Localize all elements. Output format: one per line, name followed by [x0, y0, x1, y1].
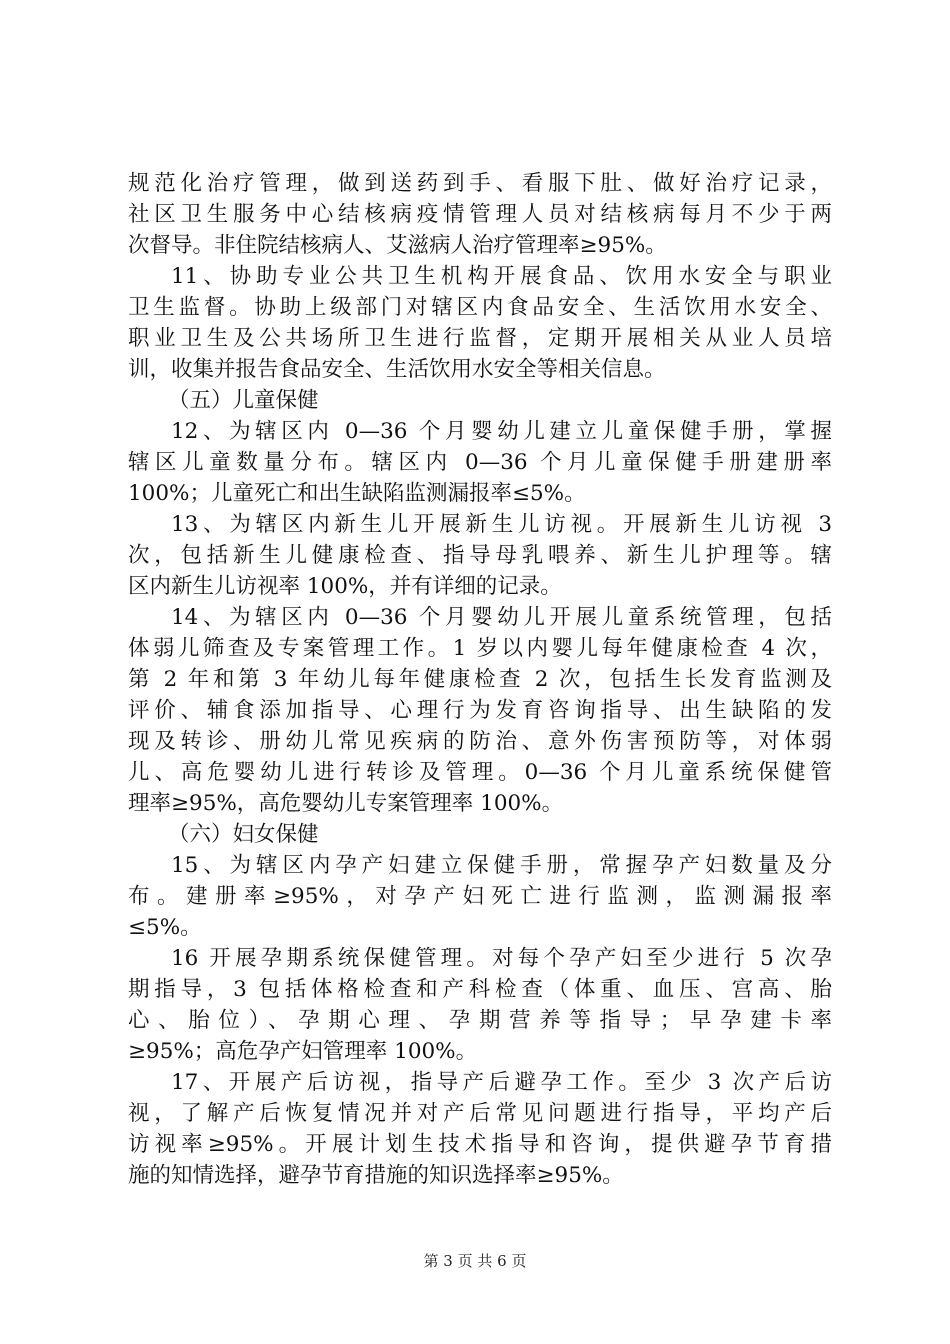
text-line: 期指导，3 包括体格检查和产科检查（体重、血压、宫高、胎	[128, 977, 832, 1002]
text-line: 社区卫生服务中心结核病疫情管理人员对结核病每月不少于两	[128, 202, 832, 227]
document-body	[128, 168, 832, 1191]
text-line: 理率≥95%，高危婴幼儿专案管理率 100%。	[128, 791, 564, 816]
text-line: 规范化治疗管理，做到送药到手、看服下肚、做好治疗记录，	[128, 171, 832, 196]
text-line: 辖区儿童数量分布。辖区内 0—36 个月儿童保健手册建册率	[128, 450, 832, 475]
text-line: 训，收集并报告食品安全、生活饮用水安全等相关信息。	[128, 357, 666, 382]
section-heading: （五）儿童保健	[168, 388, 319, 413]
text-line: 卫生监督。协助上级部门对辖区内食品安全、生活饮用水安全、	[128, 295, 832, 320]
text-line: 区内新生儿访视率 100%，并有详细的记录。	[128, 574, 562, 599]
text-line: ≥95%；高危孕产妇管理率 100%。	[128, 1039, 478, 1064]
text-line: 16 开展孕期系统保健管理。对每个孕产妇至少进行 5 次孕	[171, 946, 832, 971]
text-line: 职业卫生及公共场所卫生进行监督，定期开展相关从业人员培	[128, 326, 832, 351]
text-line: 12、为辖区内 0—36 个月婴幼儿建立儿童保健手册，掌握	[171, 419, 832, 444]
text-line: 心、胎位）、孕期心理、孕期营养等指导；早孕建卡率	[128, 1008, 832, 1033]
page-footer: 第 3 页 共 6 页	[423, 1252, 527, 1270]
text-line: 儿、高危婴幼儿进行转诊及管理。0—36 个月儿童系统保健管	[128, 760, 832, 785]
text-line: 视，了解产后恢复情况并对产后常见问题进行指导，平均产后	[128, 1101, 832, 1126]
text-line: 次督导。非住院结核病人、艾滋病人治疗管理率≥95%。	[128, 233, 667, 258]
text-line: 100%；儿童死亡和出生缺陷监测漏报率≤5%。	[128, 481, 586, 506]
text-line: 体弱儿筛查及专案管理工作。1 岁以内婴儿每年健康检查 4 次，	[128, 636, 832, 661]
text-line: 第 2 年和第 3 年幼儿每年健康检查 2 次，包括生长发育监测及	[128, 667, 832, 692]
text-line: 17、开展产后访视，指导产后避孕工作。至少 3 次产后访	[171, 1070, 832, 1095]
text-line: 13、为辖区内新生儿开展新生儿访视。开展新生儿访视 3	[171, 512, 832, 537]
text-line: 访视率≥95%。开展计划生技术指导和咨询，提供避孕节育措	[128, 1132, 832, 1157]
text-line: 15、为辖区内孕产妇建立保健手册，常握孕产妇数量及分	[171, 853, 832, 878]
text-line: 14、为辖区内 0—36 个月婴幼儿开展儿童系统管理，包括	[171, 605, 832, 630]
section-heading: （六）妇女保健	[168, 822, 319, 847]
text-line: 次，包括新生儿健康检查、指导母乳喂养、新生儿护理等。辖	[128, 543, 832, 568]
text-line: 布。建册率≥95%，对孕产妇死亡进行监测，监测漏报率	[128, 884, 832, 909]
text-line: 11、协助专业公共卫生机构开展食品、饮用水安全与职业	[171, 264, 832, 289]
text-line: 评价、辅食添加指导、心理行为发育咨询指导、出生缺陷的发	[128, 698, 832, 723]
text-line: 施的知情选择，避孕节育措施的知识选择率≥95%。	[128, 1163, 624, 1188]
text-line: ≤5%。	[128, 915, 202, 940]
text-line: 现及转诊、册幼儿常见疾病的防治、意外伤害预防等，对体弱	[128, 729, 832, 754]
